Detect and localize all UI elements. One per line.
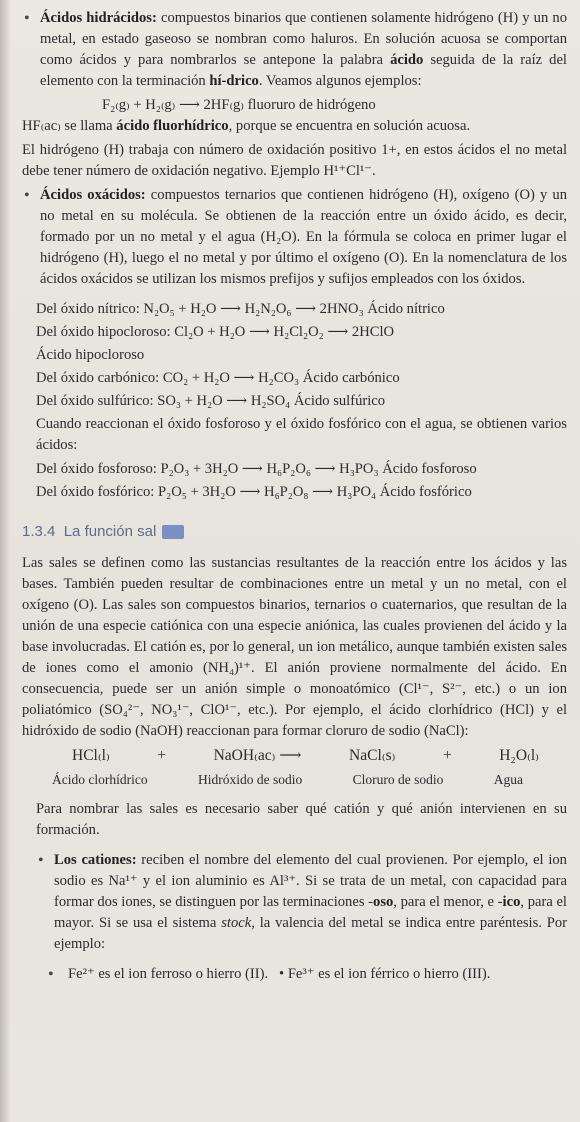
reaction-name: Ácido fosfórico bbox=[376, 484, 472, 500]
cationes-text: reciben el nombre del elemento del cual provienen. Por ejemplo, el ion sodio es Na¹⁺ y el ion aluminio es Al³⁺. Si se trata de un metal, con capacidad para formar dos iones, se distinguen por las terminaciones - bbox=[54, 852, 567, 910]
reaction-formula: CO₂ + H₂O ⟶ H₂CO₃ bbox=[162, 370, 300, 386]
reaction-label: Hidróxido de sodio bbox=[197, 772, 303, 787]
hf-equation: F₂₍g₎ + H₂₍g₎ ⟶ 2HF₍g₎ fluoruro de hidrógeno bbox=[102, 97, 376, 113]
oxacidos-paragraph bbox=[22, 185, 567, 290]
fe2-example: Fe²⁺ es el ion ferroso o hierro (II). bbox=[68, 966, 269, 982]
reaction-name: Ácido nítrico bbox=[363, 301, 445, 317]
reaction-row bbox=[22, 299, 567, 322]
sales-paragraph: Las sales se definen como las sustancias resultantes de la reacción entre los ácidos y las bases. También pueden resultar de combinaciones entre un metal y un no metal, con el oxígeno (O). Las sales son compuestos binarios, ternarios o cuaternarios, que resultan de la unión de una especie catiónica con una especie aniónica, las cuales provienen del ácido y la base involucradas. El catión es, por lo general, un ion metálico, aunque también existen sales de iones como el amonio (NH₄)¹⁺. El anión proviene normalmente del ácido. En consecuencia, puede ser un anión simple o monoatómico (Cl¹⁻, S²⁻, etc.) o un ion poliatómico (SO₄²⁻, NO₃¹⁻, ClO¹⁻, etc.). Por ejemplo, el ácido clorhídrico (HCl) y el hidróxido de sodio (NaOH) reaccionan para formar cloruro de sodio (NaCl): bbox=[22, 555, 567, 739]
reaction-prefix: Del óxido nítrico: bbox=[36, 301, 144, 317]
section-heading bbox=[22, 521, 567, 543]
oxidation-note: El hidrógeno (H) trabaja con número de oxidación positivo 1+, en estos ácidos el no metal debe tener número de oxidación negativo. Ejemplo H¹⁺Cl¹⁻. bbox=[22, 142, 567, 179]
reaction-term: NaOH₍ac₎ ⟶ bbox=[213, 747, 302, 764]
hidracidos-text: compuestos binarios que contienen solamente hidrógeno (H) y un no metal, en estado gaseoso se nombran como haluros. En solución acuosa se comportan como ácidos y para nombrarlos se antepone la palabra bbox=[40, 10, 568, 68]
reaction-prefix: Del óxido sulfúrico: bbox=[36, 393, 158, 409]
nacl-reaction-labels bbox=[22, 769, 567, 793]
reaction-plus: + bbox=[442, 747, 452, 764]
reaction-formula: P₂O₅ + 3H₂O ⟶ H₆P₂O₈ ⟶ H₃PO₄ bbox=[158, 484, 377, 500]
page-gutter bbox=[0, 0, 10, 1122]
page-content bbox=[22, 8, 567, 985]
reaction-plus: + bbox=[157, 747, 167, 764]
term-acido: ácido bbox=[390, 52, 424, 68]
reaction-term: H₂O₍l₎ bbox=[499, 747, 539, 764]
reaction-prefix: Del óxido carbónico: bbox=[36, 370, 163, 386]
fosforo-reaction bbox=[22, 459, 567, 482]
section-title: La función sal bbox=[63, 523, 157, 540]
hidracidos-title: Ácidos hidrácidos: bbox=[40, 10, 157, 26]
logo-badge-icon bbox=[162, 525, 184, 539]
hf-note bbox=[22, 116, 567, 137]
term-oso: oso bbox=[373, 894, 394, 910]
iron-examples: • Fe²⁺ es el ion ferroso o hierro (II). • Fe³⁺ es el ion férrico o hierro (III). bbox=[46, 964, 567, 985]
term-stock: stock bbox=[221, 915, 252, 931]
naming-paragraph: Para nombrar las sales es necesario saber qué catión y qué anión intervienen en su formación. bbox=[36, 801, 567, 838]
oxacidos-text: compuestos ternarios que contienen hidrógeno (H), oxígeno (O) y un no metal en su molécula. Se obtienen de la reacción entre un óxido ácido, es decir, formado por un no metal y el agua (H₂O). En la fórmula se coloca en primer lugar el hidrógeno (H), luego el no metal y por último el oxígeno (O). En la nomenclatura de los ácidos oxácidos se utilizan los mismos prefijos y sufijos empleados con los óxidos. bbox=[40, 187, 567, 287]
section-number: 1.3.4 bbox=[22, 523, 56, 540]
hf-note-a: HF₍ac₎ se llama bbox=[22, 118, 117, 134]
nacl-reaction bbox=[22, 745, 567, 769]
reaction-formula: SO₃ + H₂O ⟶ H₂SO₄ bbox=[157, 393, 291, 409]
hf-note-b: , porque se encuentra en solución acuosa. bbox=[228, 118, 471, 134]
reaction-prefix: Del óxido fosfórico: bbox=[36, 484, 158, 500]
reaction-name: Ácido hipocloroso bbox=[36, 347, 145, 363]
reaction-name: Ácido carbónico bbox=[299, 370, 400, 386]
reaction-formula: Cl₂O + H₂O ⟶ H₂Cl₂O₂ ⟶ 2HClO bbox=[174, 324, 395, 340]
fosforo-reaction bbox=[22, 482, 567, 505]
cationes-tail2: , la valencia del metal se indica entre paréntesis. Por ejemplo: bbox=[54, 915, 567, 952]
reaction-row bbox=[22, 322, 567, 345]
cationes-tail: , para el mayor. Si se usa el sistema bbox=[54, 894, 567, 931]
cationes-mid: , para el menor, e - bbox=[393, 894, 503, 910]
cationes-paragraph bbox=[36, 850, 567, 955]
hidracidos-text3: . Veamos algunos ejemplos: bbox=[258, 73, 422, 89]
oxacidos-title: Ácidos oxácidos: bbox=[40, 187, 146, 203]
reaction-prefix: Del óxido fosforoso: bbox=[36, 461, 161, 477]
reaction-label: Agua bbox=[493, 772, 523, 787]
reaction-term: HCl₍l₎ bbox=[72, 747, 110, 764]
reaction-row bbox=[22, 391, 567, 414]
reaction-row bbox=[22, 368, 567, 391]
reaction-row bbox=[22, 345, 567, 368]
reaction-formula: N₂O₅ + H₂O ⟶ H₂N₂O₆ ⟶ 2HNO₃ bbox=[143, 301, 364, 317]
reaction-name: Ácido sulfúrico bbox=[290, 393, 386, 409]
hidracidos-text2: seguida de la raíz del elemento con la terminación bbox=[40, 52, 567, 89]
reaction-prefix: Del óxido hipocloroso: bbox=[36, 324, 175, 340]
term-ico: ico bbox=[502, 894, 521, 910]
reaction-label: Ácido clorhídrico bbox=[52, 772, 148, 787]
reaction-label: Cloruro de sodio bbox=[352, 772, 444, 787]
cationes-title: Los cationes: bbox=[54, 852, 137, 868]
reaction-term: NaCl₍s₎ bbox=[349, 747, 396, 764]
hidracidos-paragraph bbox=[22, 8, 567, 92]
hf-note-bold: ácido fluorhídrico bbox=[116, 118, 229, 134]
fosforo-intro: Cuando reaccionan el óxido fosforoso y el óxido fosfórico con el agua, se obtienen varios ácidos: bbox=[36, 416, 567, 453]
fe3-example: Fe³⁺ es el ion férrico o hierro (III). bbox=[287, 966, 491, 982]
term-hidrico: hí-drico bbox=[209, 73, 259, 89]
reaction-name: Ácido fosforoso bbox=[378, 461, 477, 477]
reaction-formula: P₂O₃ + 3H₂O ⟶ H₆P₂O₆ ⟶ H₃PO₃ bbox=[160, 461, 379, 477]
